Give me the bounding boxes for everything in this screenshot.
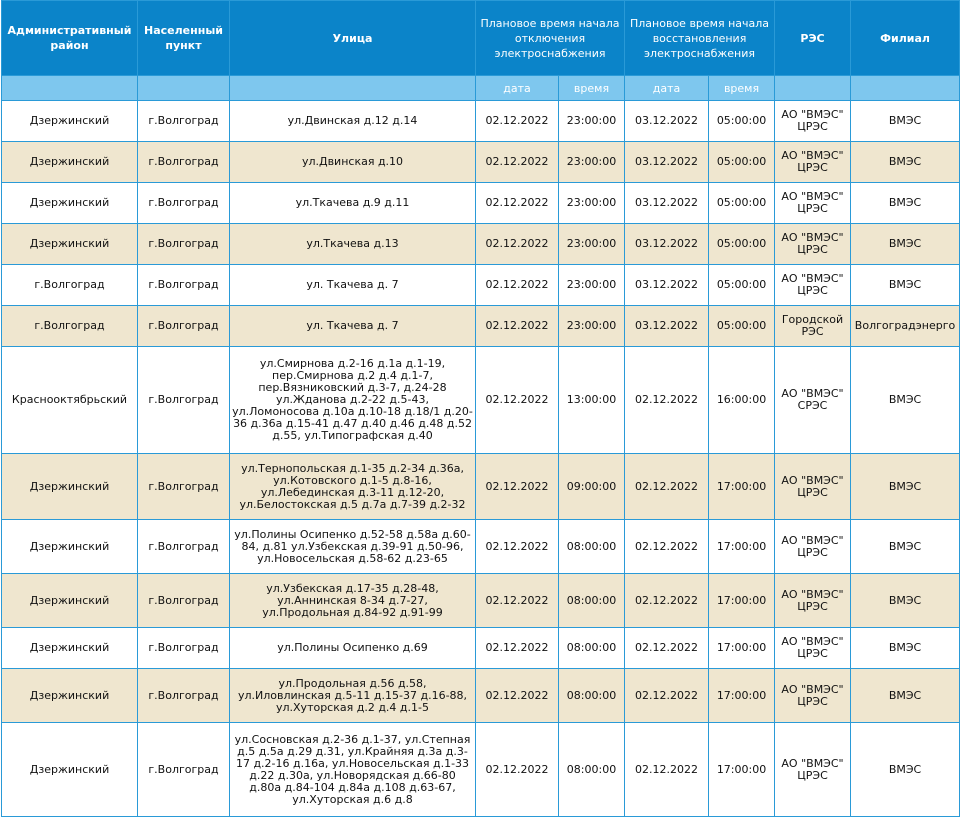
subheader-empty	[230, 76, 476, 101]
cell-res: АО "ВМЭС" СРЭС	[775, 347, 851, 454]
cell-off-time: 08:00:00	[559, 723, 625, 817]
cell-branch: ВМЭС	[851, 224, 960, 265]
header-district: Административный район	[2, 1, 138, 76]
cell-branch: ВМЭС	[851, 723, 960, 817]
cell-on-time: 05:00:00	[709, 101, 775, 142]
cell-branch: ВМЭС	[851, 520, 960, 574]
cell-district: Краснооктябрьский	[2, 347, 138, 454]
cell-district: г.Волгоград	[2, 306, 138, 347]
table-row	[2, 520, 960, 574]
cell-res: АО "ВМЭС" ЦРЭС	[775, 101, 851, 142]
cell-locality: г.Волгоград	[138, 574, 230, 628]
cell-district: Дзержинский	[2, 669, 138, 723]
cell-on-date: 03.12.2022	[625, 224, 709, 265]
cell-off-time: 08:00:00	[559, 628, 625, 669]
cell-branch: ВМЭС	[851, 454, 960, 520]
cell-off-time: 13:00:00	[559, 347, 625, 454]
cell-off-time: 08:00:00	[559, 520, 625, 574]
table-row	[2, 347, 960, 454]
subheader-off-date: дата	[476, 76, 559, 101]
cell-off-time: 08:00:00	[559, 574, 625, 628]
header-row	[2, 1, 960, 76]
cell-district: Дзержинский	[2, 520, 138, 574]
cell-res: АО "ВМЭС" ЦРЭС	[775, 265, 851, 306]
cell-branch: ВМЭС	[851, 101, 960, 142]
cell-res: АО "ВМЭС" ЦРЭС	[775, 669, 851, 723]
cell-off-date: 02.12.2022	[476, 101, 559, 142]
cell-locality: г.Волгоград	[138, 101, 230, 142]
cell-res: АО "ВМЭС" ЦРЭС	[775, 224, 851, 265]
cell-street: ул.Узбекская д.17-35 д.28-48, ул.Аннинская 8-34 д.7-27, ул.Продольная д.84-92 д.91-99	[230, 574, 476, 628]
cell-street: ул.Ткачева д.13	[230, 224, 476, 265]
cell-res: АО "ВМЭС" ЦРЭС	[775, 142, 851, 183]
subheader-row	[2, 76, 960, 101]
cell-locality: г.Волгоград	[138, 723, 230, 817]
cell-branch: ВМЭС	[851, 142, 960, 183]
cell-on-date: 02.12.2022	[625, 347, 709, 454]
cell-on-date: 02.12.2022	[625, 628, 709, 669]
cell-district: Дзержинский	[2, 723, 138, 817]
header-street: Улица	[230, 1, 476, 76]
cell-off-time: 23:00:00	[559, 265, 625, 306]
subheader-on-time: время	[709, 76, 775, 101]
cell-off-date: 02.12.2022	[476, 347, 559, 454]
cell-district: Дзержинский	[2, 454, 138, 520]
cell-res: АО "ВМЭС" ЦРЭС	[775, 723, 851, 817]
table-row	[2, 142, 960, 183]
table-row	[2, 723, 960, 817]
cell-on-time: 17:00:00	[709, 454, 775, 520]
cell-on-time: 05:00:00	[709, 142, 775, 183]
subheader-empty	[2, 76, 138, 101]
subheader-off-time: время	[559, 76, 625, 101]
cell-off-time: 23:00:00	[559, 101, 625, 142]
cell-locality: г.Волгоград	[138, 347, 230, 454]
cell-on-date: 02.12.2022	[625, 574, 709, 628]
cell-on-time: 17:00:00	[709, 520, 775, 574]
cell-on-date: 03.12.2022	[625, 306, 709, 347]
cell-off-date: 02.12.2022	[476, 520, 559, 574]
cell-branch: ВМЭС	[851, 574, 960, 628]
cell-locality: г.Волгоград	[138, 224, 230, 265]
cell-off-time: 23:00:00	[559, 224, 625, 265]
cell-res: Городской РЭС	[775, 306, 851, 347]
header-restore-start: Плановое время начала восстановления электроснабжения	[625, 1, 775, 76]
cell-off-time: 09:00:00	[559, 454, 625, 520]
outage-schedule-table	[1, 0, 960, 817]
cell-on-time: 17:00:00	[709, 628, 775, 669]
cell-off-date: 02.12.2022	[476, 574, 559, 628]
table-row	[2, 183, 960, 224]
cell-off-date: 02.12.2022	[476, 265, 559, 306]
cell-on-date: 03.12.2022	[625, 265, 709, 306]
cell-street: ул.Двинская д.10	[230, 142, 476, 183]
table-body	[2, 101, 960, 817]
table-row	[2, 306, 960, 347]
cell-res: АО "ВМЭС" ЦРЭС	[775, 183, 851, 224]
cell-branch: ВМЭС	[851, 628, 960, 669]
header-outage-start: Плановое время начала отключения электроснабжения	[476, 1, 625, 76]
cell-locality: г.Волгоград	[138, 454, 230, 520]
table-row	[2, 628, 960, 669]
cell-locality: г.Волгоград	[138, 628, 230, 669]
cell-off-time: 23:00:00	[559, 183, 625, 224]
cell-off-date: 02.12.2022	[476, 669, 559, 723]
cell-street: ул. Ткачева д. 7	[230, 265, 476, 306]
cell-off-time: 23:00:00	[559, 142, 625, 183]
cell-on-time: 05:00:00	[709, 265, 775, 306]
cell-on-time: 16:00:00	[709, 347, 775, 454]
cell-district: Дзержинский	[2, 574, 138, 628]
header-locality: Населенный пункт	[138, 1, 230, 76]
cell-locality: г.Волгоград	[138, 265, 230, 306]
cell-off-time: 23:00:00	[559, 306, 625, 347]
cell-on-date: 02.12.2022	[625, 723, 709, 817]
cell-on-time: 17:00:00	[709, 723, 775, 817]
cell-off-time: 08:00:00	[559, 669, 625, 723]
cell-res: АО "ВМЭС" ЦРЭС	[775, 574, 851, 628]
cell-on-date: 02.12.2022	[625, 520, 709, 574]
cell-locality: г.Волгоград	[138, 183, 230, 224]
table-row	[2, 101, 960, 142]
cell-district: Дзержинский	[2, 183, 138, 224]
cell-branch: ВМЭС	[851, 347, 960, 454]
cell-branch: ВМЭС	[851, 183, 960, 224]
cell-branch: Волгоградэнерго	[851, 306, 960, 347]
subheader-empty	[138, 76, 230, 101]
cell-on-time: 05:00:00	[709, 306, 775, 347]
cell-res: АО "ВМЭС" ЦРЭС	[775, 628, 851, 669]
cell-on-date: 03.12.2022	[625, 101, 709, 142]
cell-street: ул.Полины Осипенко д.69	[230, 628, 476, 669]
cell-district: Дзержинский	[2, 142, 138, 183]
cell-street: ул.Смирнова д.2-16 д.1а д.1-19, пер.Смирнова д.2 д.4 д.1-7, пер.Вязниковский д.3-7, д.24-28 ул.Жданова д.2-22 д.5-43, ул.Ломоносова д.10а д.10-18 д.18/1 д.20-36 д.36а д.15-41 д.47 д.40 д.46 д.48 д.52 д.55, ул.Типографская д.40	[230, 347, 476, 454]
cell-off-date: 02.12.2022	[476, 142, 559, 183]
cell-locality: г.Волгоград	[138, 306, 230, 347]
cell-street: ул.Полины Осипенко д.52-58 д.58а д.60-84, д.81 ул.Узбекская д.39-91 д.50-96, ул.Новосельская д.58-62 д.23-65	[230, 520, 476, 574]
cell-district: Дзержинский	[2, 224, 138, 265]
subheader-empty	[775, 76, 851, 101]
cell-res: АО "ВМЭС" ЦРЭС	[775, 520, 851, 574]
cell-on-time: 17:00:00	[709, 669, 775, 723]
cell-on-date: 02.12.2022	[625, 669, 709, 723]
cell-on-date: 03.12.2022	[625, 183, 709, 224]
cell-locality: г.Волгоград	[138, 520, 230, 574]
cell-branch: ВМЭС	[851, 669, 960, 723]
cell-street: ул. Ткачева д. 7	[230, 306, 476, 347]
cell-on-time: 17:00:00	[709, 574, 775, 628]
table-row	[2, 224, 960, 265]
table-row	[2, 454, 960, 520]
subheader-empty	[851, 76, 960, 101]
cell-street: ул.Тернопольская д.1-35 д.2-34 д.36а, ул.Котовского д.1-5 д.8-16, ул.Лебединская д.3-11 д.12-20, ул.Белостокская д.5 д.7а д.7-39 д.2-32	[230, 454, 476, 520]
cell-on-date: 02.12.2022	[625, 454, 709, 520]
cell-district: г.Волгоград	[2, 265, 138, 306]
cell-off-date: 02.12.2022	[476, 454, 559, 520]
cell-street: ул.Двинская д.12 д.14	[230, 101, 476, 142]
header-res: РЭС	[775, 1, 851, 76]
table-row	[2, 265, 960, 306]
cell-off-date: 02.12.2022	[476, 306, 559, 347]
cell-on-date: 03.12.2022	[625, 142, 709, 183]
header-branch: Филиал	[851, 1, 960, 76]
cell-on-time: 05:00:00	[709, 183, 775, 224]
cell-off-date: 02.12.2022	[476, 723, 559, 817]
cell-off-date: 02.12.2022	[476, 224, 559, 265]
table-row	[2, 669, 960, 723]
cell-on-time: 05:00:00	[709, 224, 775, 265]
cell-locality: г.Волгоград	[138, 142, 230, 183]
cell-district: Дзержинский	[2, 628, 138, 669]
cell-street: ул.Ткачева д.9 д.11	[230, 183, 476, 224]
cell-district: Дзержинский	[2, 101, 138, 142]
cell-street: ул.Продольная д.56 д.58, ул.Иловлинская д.5-11 д.15-37 д.16-88, ул.Хуторская д.2 д.4 д.1-5	[230, 669, 476, 723]
cell-res: АО "ВМЭС" ЦРЭС	[775, 454, 851, 520]
cell-branch: ВМЭС	[851, 265, 960, 306]
cell-street: ул.Сосновская д.2-36 д.1-37, ул.Степная д.5 д.5а д.29 д.31, ул.Крайняя д.3а д.3-17 д.2-16 д.16а, ул.Новосельская д.1-33 д.22 д.30а, ул.Новорядская д.66-80 д.80а д.84-104 д.84а д.108 д.63-67, ул.Хуторская д.6 д.8	[230, 723, 476, 817]
cell-off-date: 02.12.2022	[476, 628, 559, 669]
cell-off-date: 02.12.2022	[476, 183, 559, 224]
table-row	[2, 574, 960, 628]
cell-locality: г.Волгоград	[138, 669, 230, 723]
subheader-on-date: дата	[625, 76, 709, 101]
